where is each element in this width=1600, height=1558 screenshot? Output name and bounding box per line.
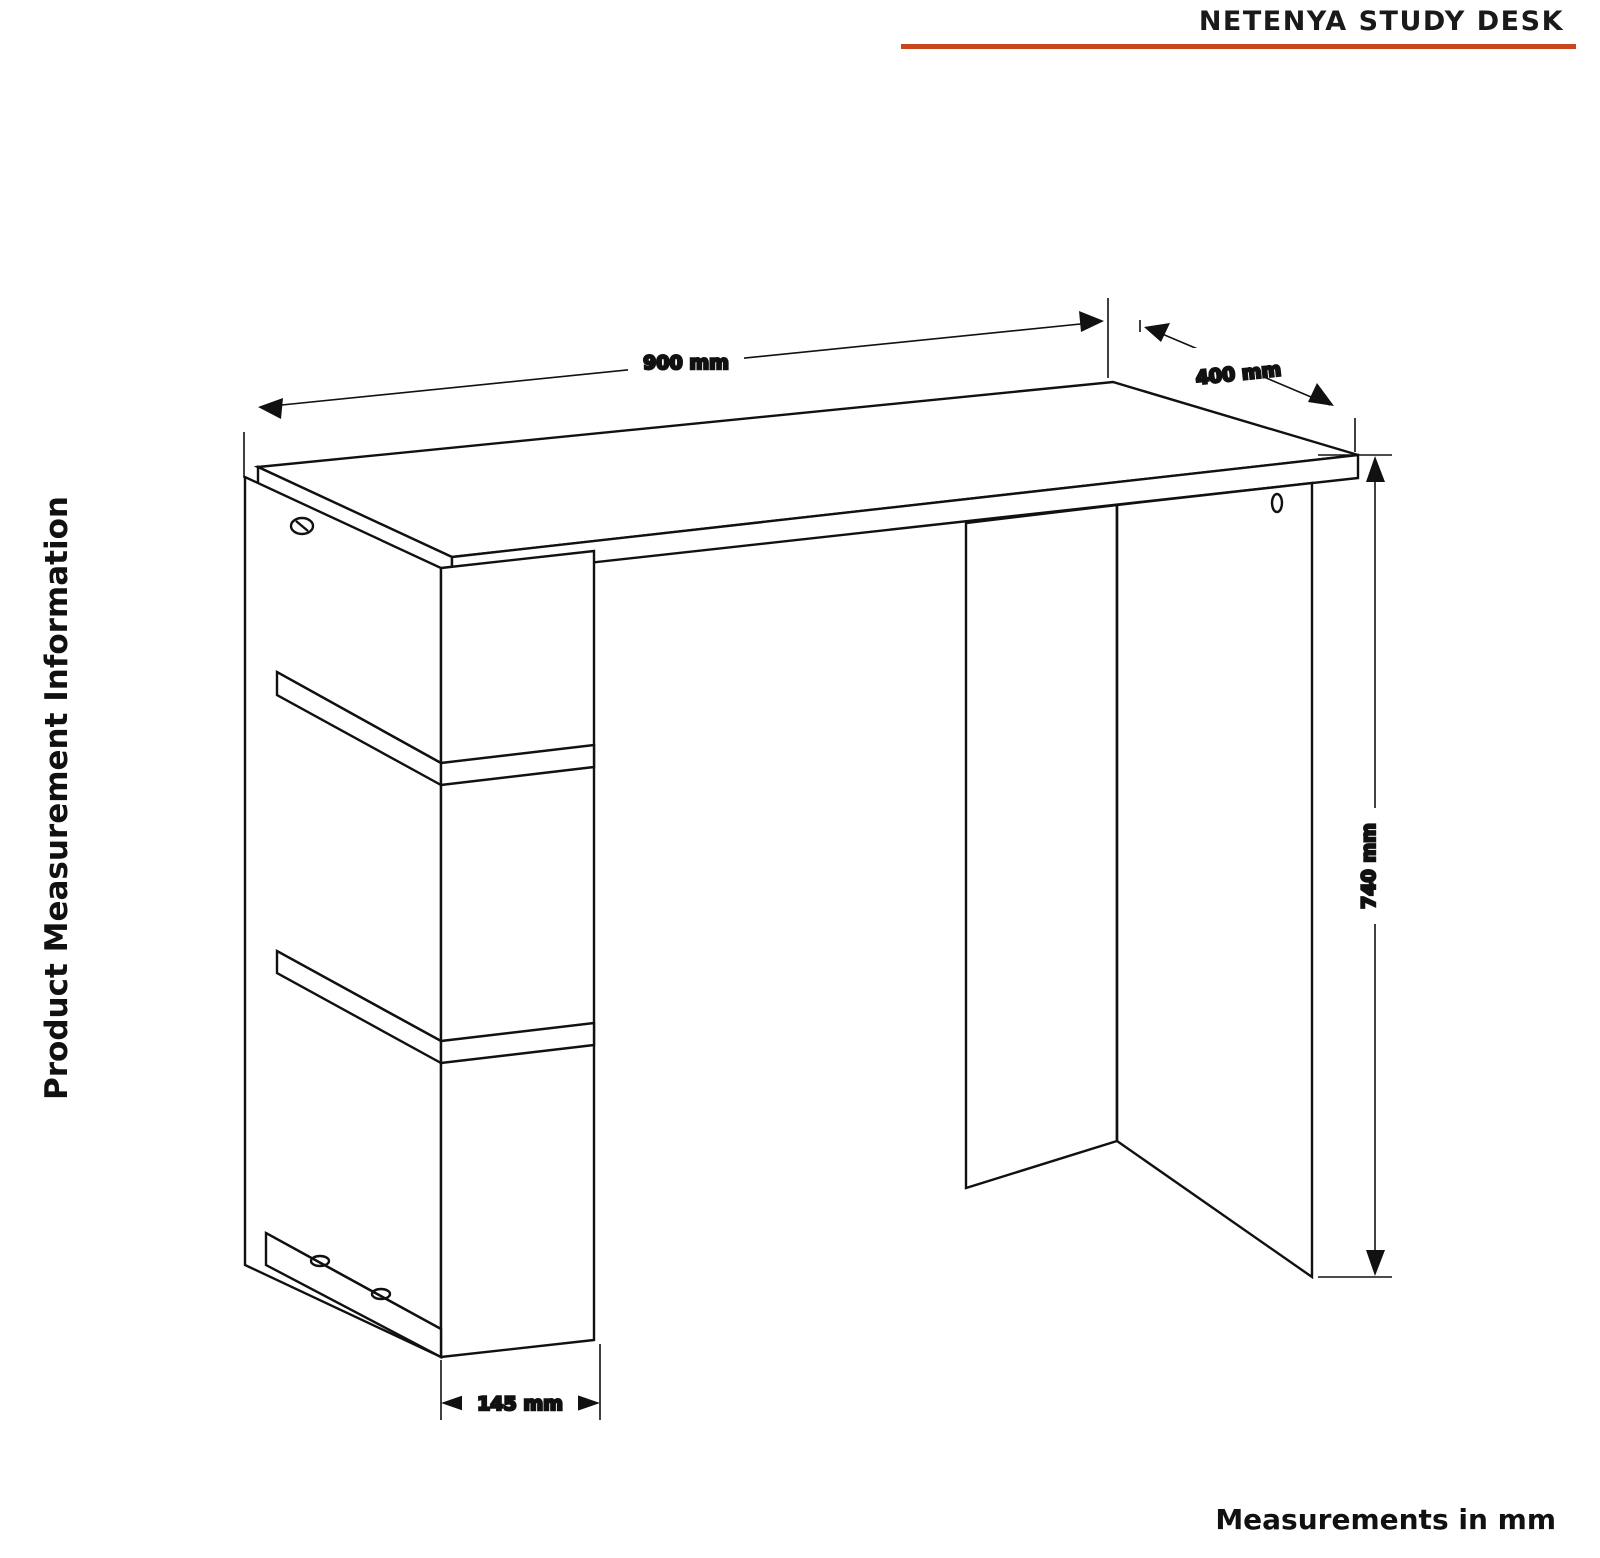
dimension-label-width: 900 mm [643, 352, 729, 374]
measurement-unit-note: Measurements in mm [1215, 1503, 1556, 1536]
shelf-outer-side-panel [245, 477, 441, 1357]
page-title: NETENYA STUDY DESK [1198, 6, 1564, 37]
right-leg-outer-panel [1117, 483, 1312, 1277]
dimension-label-depth: 400 mm [1194, 358, 1283, 390]
right-leg-inner-panel [966, 505, 1117, 1188]
dimension-label-shelf-depth: 145 mm [477, 1393, 563, 1415]
shelf-inner-side-panel [441, 551, 594, 1357]
side-caption: Product Measurement Information [39, 496, 75, 1100]
dimension-label-height: 740 mm [1358, 823, 1380, 909]
